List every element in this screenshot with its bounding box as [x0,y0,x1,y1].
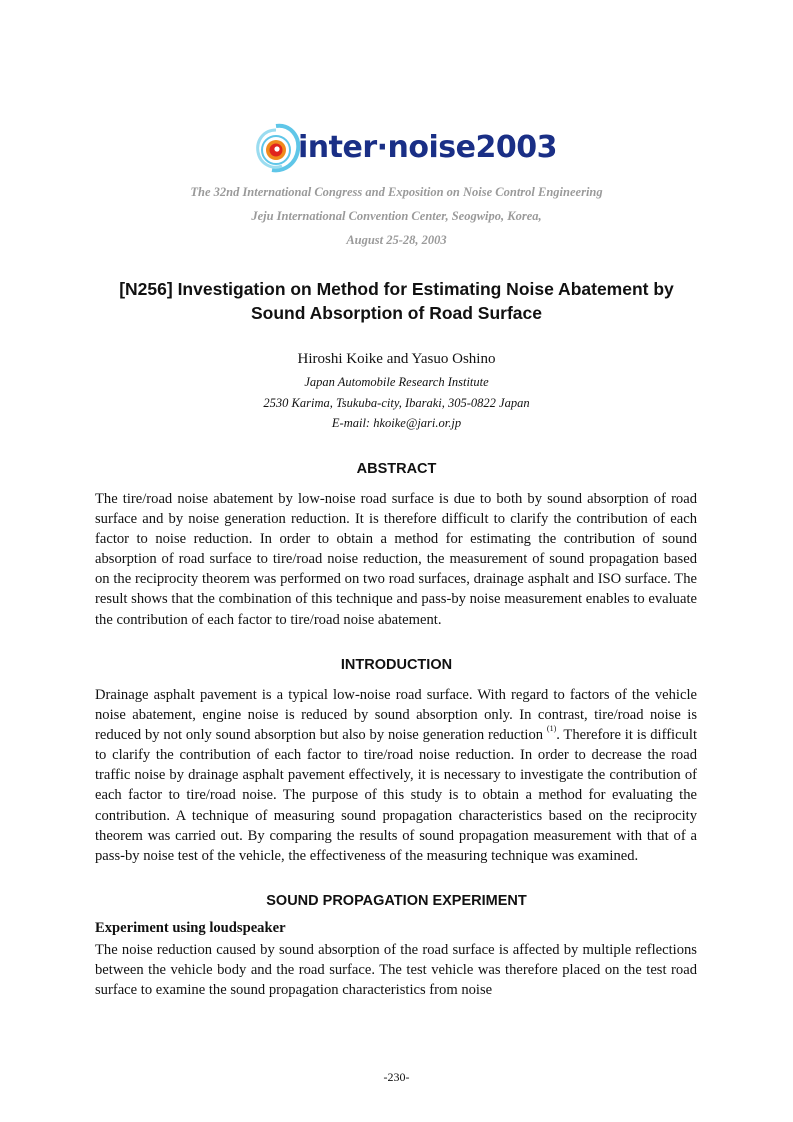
paper-title-line: [N256] Investigation on Method for Estimating Noise Abatement by [119,279,674,299]
conference-line: August 25-28, 2003 [346,233,447,247]
subsection-heading: Experiment using loudspeaker [95,920,286,936]
paper-title-line: Sound Absorption of Road Surface [250,303,542,323]
affiliation-line: 2530 Karima, Tsukuba-city, Ibaraki, 305-0822 Japan [263,396,530,410]
experiment-paragraph: The noise reduction caused by sound absorption of the road surface is affected by multiple reflections between the vehicle body and the road surface. The test vehicle was therefore placed on the test road surface to examine the sound propagation characteristics from noise [95,942,697,999]
conference-logo [254,120,557,180]
affiliation-line: Japan Automobile Research Institute [304,375,489,389]
introduction-text: Drainage asphalt pavement is a typical low-noise road surface. With regard to factors of the vehicle noise abatement, engine noise is reduced by sound absorption only. In contrast, tire/road noise is reduced by not only sound absorption but also by noise generation reduction [95,687,697,744]
conference-line: Jeju International Convention Center, Seogwipo, Korea, [251,209,542,223]
introduction-text: . Therefore it is difficult to clarify the contribution of each factor to tire/road noise reduction. In order to decrease the road traffic noise by drainage asphalt pavement effectively, it is necessary to investigate the contribution of each factor to tire/road noise. The purpose of this study is to obtain a method for evaluating the contribution. A technique of measuring sound propagation characteristics based on the reciprocity theorem was carried out. By comparing the results of sound propagation measurement with that of a pass-by noise test of the vehicle, the effectiveness of the measuring technique was examined. [95,727,697,864]
authors: Hiroshi Koike and Yasuo Oshino [297,351,496,367]
swirl-logo-icon [254,120,300,180]
section-heading-experiment: SOUND PROPAGATION EXPERIMENT [266,893,527,909]
citation-reference: (1) [546,724,557,734]
page-number: -230- [383,1070,410,1084]
abstract-paragraph: The tire/road noise abatement by low-noise road surface is due to both by sound absorption of road surface and by noise generation reduction. It is therefore difficult to clarify the contribution of each factor to noise reduction. In order to obtain a method for estimating the contribution of sound absorption of road surface to tire/road noise reduction, the measurement of sound propagation based on the reciprocity theorem was performed on two road surfaces, drainage asphalt and ISO surface. The result shows that the combination of this technique and pass-by noise measurement enables to evaluate the contribution of each factor to tire/road noise abatement. [95,491,697,628]
conference-line: The 32nd International Congress and Exposition on Noise Control Engineering [190,185,603,199]
paper-title [60,277,733,325]
logo-wordmark: inter·noise2003 [298,130,557,165]
section-heading-introduction: INTRODUCTION [340,657,453,673]
affiliation-line: E-mail: hkoike@jari.or.jp [331,416,462,430]
section-heading-abstract: ABSTRACT [356,461,437,477]
introduction-paragraph [95,685,697,866]
